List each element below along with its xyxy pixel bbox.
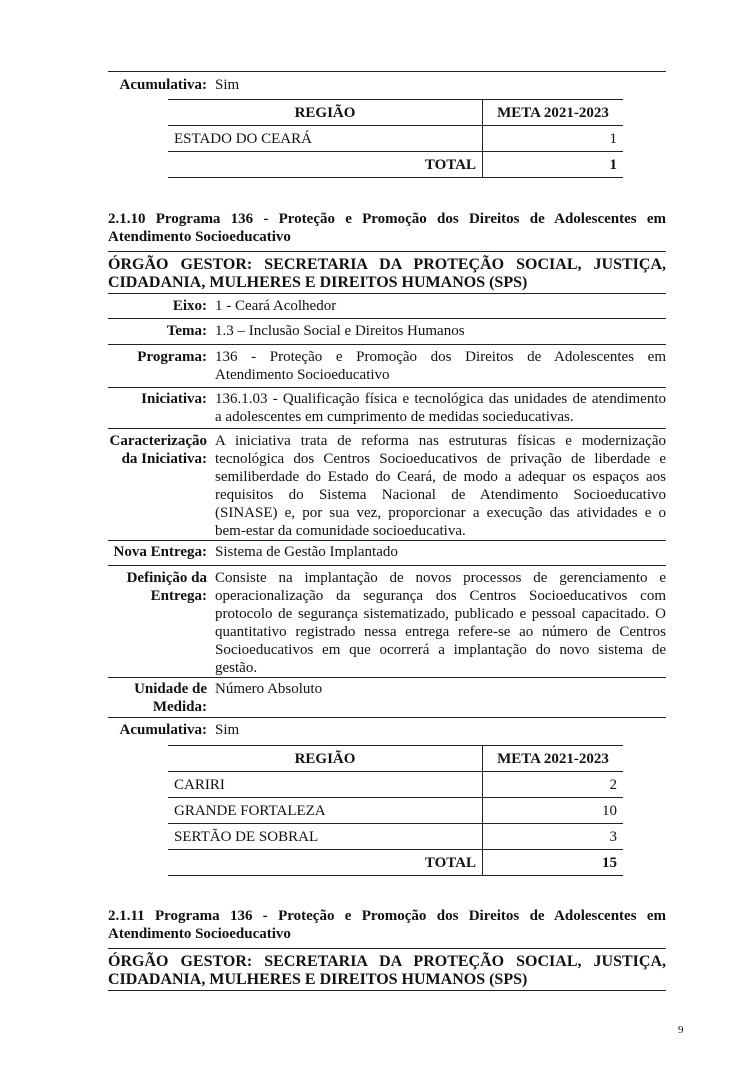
iniciativa-value bbox=[215, 390, 666, 426]
unidade-label bbox=[108, 680, 207, 716]
table-header-row bbox=[168, 746, 623, 772]
header-meta: META 2021-2023 bbox=[483, 746, 624, 772]
orgao-gestor bbox=[108, 953, 666, 989]
title-line: 2.1.10 Programa 136 - Proteção e Promoção dos Direitos de Adolescentes em bbox=[108, 211, 666, 227]
section-2-1-10-title bbox=[108, 210, 666, 246]
row-rule bbox=[108, 344, 666, 345]
eixo-value: 1 - Ceará Acolhedor bbox=[215, 298, 337, 314]
definicao-label bbox=[108, 569, 207, 605]
title-line: 2.1.11 Programa 136 - Proteção e Promoção dos Direitos de Adolescentes em bbox=[108, 908, 666, 924]
table-row bbox=[168, 798, 623, 824]
row-rule bbox=[108, 565, 666, 566]
caracterizacao-line: (SINASE) e, por sua vez, proporcionar a execução das atividades e o bbox=[215, 505, 666, 521]
region-cell: ESTADO DO CEARÁ bbox=[168, 126, 483, 152]
caracterizacao-value bbox=[215, 432, 666, 540]
table-header-row bbox=[168, 100, 623, 126]
definicao-line: quantitativo registrado nessa entrega refere-se ao número de Centros bbox=[215, 624, 666, 640]
header-regiao: REGIÃO bbox=[168, 746, 483, 772]
table-total-row bbox=[168, 850, 623, 876]
top-rule bbox=[108, 71, 666, 72]
unidade-value: Número Absoluto bbox=[215, 681, 323, 697]
nova-entrega-value: Sistema de Gestão Implantado bbox=[215, 544, 398, 560]
programa-value bbox=[215, 348, 666, 384]
definicao-value bbox=[215, 569, 666, 677]
definicao-line: Consiste na implantação de novos processos de gerenciamento e bbox=[215, 570, 666, 586]
orgao-line: ÓRGÃO GESTOR: SECRETARIA DA PROTEÇÃO SOCIAL, JUSTIÇA, bbox=[108, 256, 666, 273]
table-row bbox=[168, 772, 623, 798]
row-rule bbox=[108, 318, 666, 319]
title-line: Atendimento Socioeducativo bbox=[108, 229, 291, 245]
label-line: Unidade de bbox=[134, 681, 207, 697]
section-2-1-11-title bbox=[108, 907, 666, 943]
total-value: 15 bbox=[483, 850, 624, 876]
table-row bbox=[168, 824, 623, 850]
orgao-gestor bbox=[108, 256, 666, 292]
label-line: Definição da bbox=[126, 570, 207, 586]
iniciativa-line: a adolescentes em cumprimento de medidas socieducativas. bbox=[215, 409, 574, 425]
row-rule bbox=[108, 387, 666, 388]
caracterizacao-line: A iniciativa trata de reforma nas estruturas físicas e modernização bbox=[215, 433, 666, 449]
total-label: TOTAL bbox=[168, 850, 483, 876]
caracterizacao-label bbox=[108, 432, 207, 468]
meta-cell: 2 bbox=[483, 772, 624, 798]
caracterizacao-line: tecnológica dos Centros Socioeducativos de privação de liberdade e bbox=[215, 451, 666, 467]
definicao-line: gestão. bbox=[215, 660, 258, 676]
label-line: Medida: bbox=[152, 699, 207, 715]
orgao-top-rule bbox=[108, 251, 666, 252]
label-line: Caracterização bbox=[109, 433, 207, 449]
row-rule bbox=[108, 677, 666, 678]
header-regiao: REGIÃO bbox=[168, 100, 483, 126]
region-cell: SERTÃO DE SOBRAL bbox=[168, 824, 483, 850]
table-row bbox=[168, 126, 623, 152]
iniciativa-label: Iniciativa: bbox=[141, 391, 207, 407]
total-value: 1 bbox=[483, 152, 624, 178]
caracterizacao-line: semiliberdade do Estado do Ceará, de modo a adequar os espaços aos bbox=[215, 469, 666, 485]
header-meta: META 2021-2023 bbox=[483, 100, 624, 126]
meta-cell: 10 bbox=[483, 798, 624, 824]
title-line: Atendimento Socioeducativo bbox=[108, 926, 291, 942]
top-acumulativa-row bbox=[108, 76, 666, 96]
definicao-line: Socioeducativos em que ocorrerá a implantação do novo sistema de bbox=[215, 642, 666, 658]
iniciativa-line: 136.1.03 - Qualificação física e tecnológica das unidades de atendimento bbox=[215, 391, 666, 407]
acumulativa-value: Sim bbox=[215, 77, 240, 93]
meta-table bbox=[168, 745, 623, 876]
acumulativa-value: Sim bbox=[215, 722, 240, 738]
orgao-line: ÓRGÃO GESTOR: SECRETARIA DA PROTEÇÃO SOCIAL, JUSTIÇA, bbox=[108, 953, 666, 970]
meta-cell: 3 bbox=[483, 824, 624, 850]
row-rule bbox=[108, 540, 666, 541]
meta-cell: 1 bbox=[483, 126, 624, 152]
acumulativa-label: Acumulativa: bbox=[119, 722, 207, 738]
orgao-line: CIDADANIA, MULHERES E DIREITOS HUMANOS (SPS) bbox=[108, 274, 528, 291]
programa-line: 136 - Proteção e Promoção dos Direitos de Adolescentes em bbox=[215, 349, 666, 365]
total-label: TOTAL bbox=[168, 152, 483, 178]
programa-line: Atendimento Socioeducativo bbox=[215, 367, 390, 383]
orgao-top-rule bbox=[108, 948, 666, 949]
acumulativa-label: Acumulativa: bbox=[119, 77, 207, 93]
table-total-row bbox=[168, 152, 623, 178]
caracterizacao-line: bem-estar da comunidade socioeducativa. bbox=[215, 523, 466, 539]
orgao-bottom-rule bbox=[108, 990, 666, 991]
definicao-line: protocolo de segurança sistematizado, publicado e pessoal capacitado. O bbox=[215, 606, 666, 622]
row-rule bbox=[108, 293, 666, 294]
nova-entrega-label: Nova Entrega: bbox=[113, 544, 207, 560]
label-line: Entrega: bbox=[150, 588, 207, 604]
label-line: da Iniciativa: bbox=[121, 451, 207, 467]
region-cell: CARIRI bbox=[168, 772, 483, 798]
row-rule bbox=[108, 428, 666, 429]
tema-value: 1.3 – Inclusão Social e Direitos Humanos bbox=[215, 323, 465, 339]
programa-label: Programa: bbox=[137, 349, 207, 365]
caracterizacao-line: requisitos do Sistema Nacional de Atendimento Socioeducativo bbox=[215, 487, 666, 503]
eixo-label: Eixo: bbox=[172, 298, 207, 314]
page-number: 9 bbox=[678, 1024, 684, 1036]
top-meta-table bbox=[168, 99, 623, 178]
row-rule bbox=[108, 717, 666, 718]
definicao-line: operacionalização da segurança dos Centros Socioeducativos com bbox=[215, 588, 666, 604]
region-cell: GRANDE FORTALEZA bbox=[168, 798, 483, 824]
tema-label: Tema: bbox=[166, 323, 207, 339]
orgao-line: CIDADANIA, MULHERES E DIREITOS HUMANOS (SPS) bbox=[108, 971, 528, 988]
